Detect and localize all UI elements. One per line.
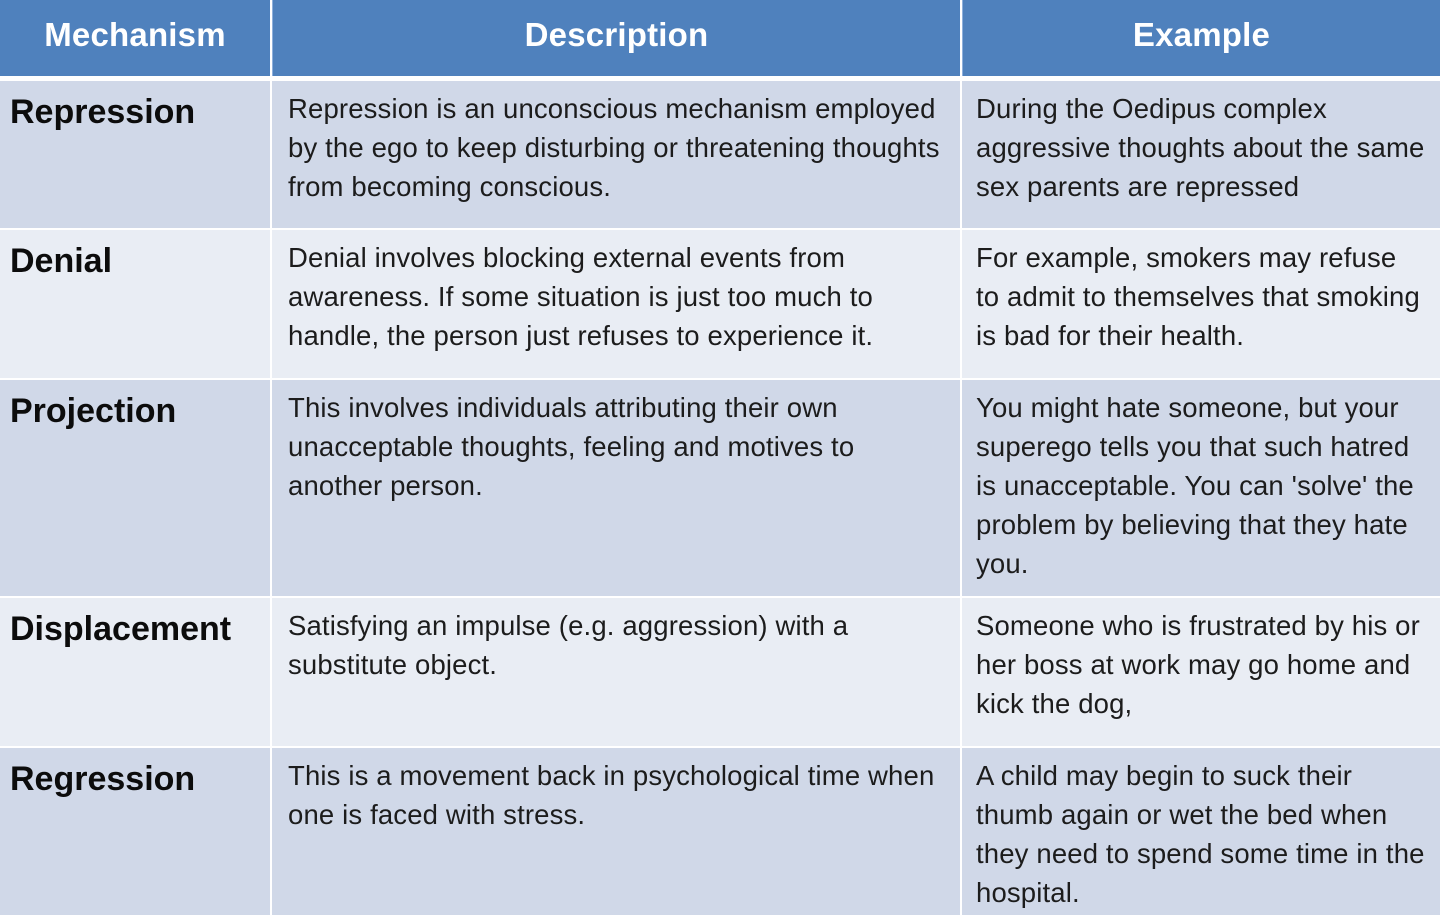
- example-cell: You might hate someone, but your superego tells you that such hatred is unacceptable. You can 'solve' the problem by believing that they hate you.: [962, 380, 1440, 596]
- table-row: [0, 81, 1440, 228]
- mechanism-cell: Displacement: [0, 598, 270, 746]
- example-cell: During the Oedipus complex aggressive thoughts about the same sex parents are repressed: [962, 81, 1440, 228]
- table-row: [0, 748, 1440, 915]
- header-description: Description: [272, 0, 960, 76]
- table-row: [0, 598, 1440, 746]
- header-mechanism: Mechanism: [0, 0, 270, 76]
- mechanism-cell: Regression: [0, 748, 270, 915]
- table-row: [0, 230, 1440, 378]
- table-row: [0, 380, 1440, 596]
- table-header-row: [0, 0, 1440, 76]
- description-cell: Denial involves blocking external events from awareness. If some situation is just too much to handle, the person just refuses to experience it.: [272, 230, 960, 378]
- mechanism-cell: Projection: [0, 380, 270, 596]
- header-example: Example: [962, 0, 1440, 76]
- description-cell: Satisfying an impulse (e.g. aggression) with a substitute object.: [272, 598, 960, 746]
- example-cell: For example, smokers may refuse to admit to themselves that smoking is bad for their health.: [962, 230, 1440, 378]
- mechanism-cell: Denial: [0, 230, 270, 378]
- example-cell: A child may begin to suck their thumb again or wet the bed when they need to spend some time in the hospital.: [962, 748, 1440, 915]
- description-cell: This involves individuals attributing their own unacceptable thoughts, feeling and motives to another person.: [272, 380, 960, 596]
- description-cell: This is a movement back in psychological time when one is faced with stress.: [272, 748, 960, 915]
- mechanism-cell: Repression: [0, 81, 270, 228]
- description-cell: Repression is an unconscious mechanism employed by the ego to keep disturbing or threatening thoughts from becoming conscious.: [272, 81, 960, 228]
- example-cell: Someone who is frustrated by his or her boss at work may go home and kick the dog,: [962, 598, 1440, 746]
